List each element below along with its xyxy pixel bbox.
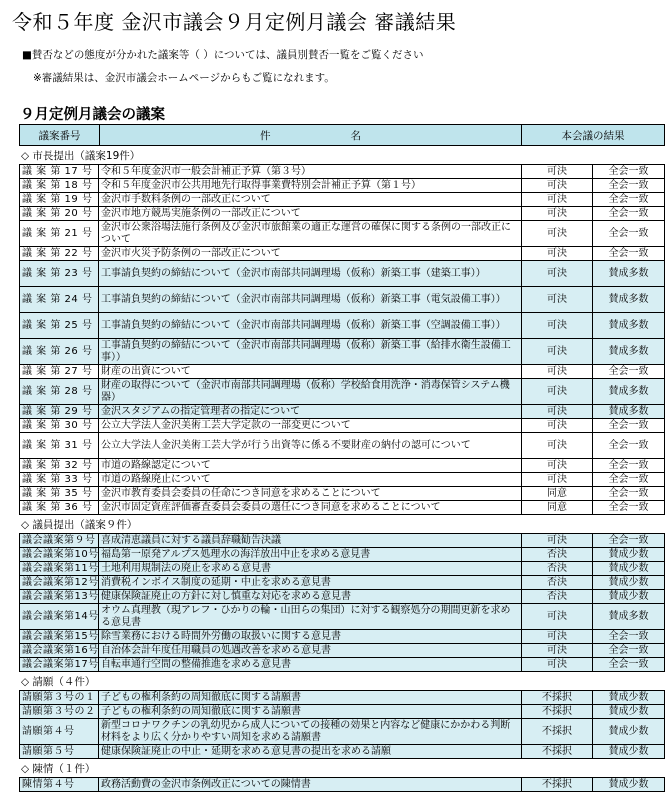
table-row [20,419,664,433]
table-heading: ９月定例月議会の議案 [20,107,165,123]
bill-result: 可決 [522,365,593,378]
bill-vote: 全会一致 [608,179,649,191]
bill-name: 工事請負契約の締結について（金沢市南部共同調理場（仮称）新築工事（建築工事）） [99,261,522,286]
bill-number: 議 案 第 31 号 [20,433,99,458]
bill-vote: 賛成多数 [608,405,649,417]
section-rows [19,777,665,792]
bill-vote: 全会一致 [608,207,649,219]
section-rows [19,533,665,672]
bill-vote: 賛成少数 [608,691,649,703]
bill-vote: 賛成多数 [608,319,649,331]
bill-name: 福島第一原発アルプス処理水の海洋放出中止を求める意見書 [99,548,522,561]
bill-name: 消費税インボイス制度の延期・中止を求める意見書 [99,576,522,589]
bill-result: 否決 [522,590,593,603]
bill-result: 可決 [522,247,593,260]
bill-vote: 賛成多数 [608,293,649,305]
bill-result: 可決 [522,405,593,418]
table-row [20,691,664,705]
bill-vote: 全会一致 [608,247,649,259]
bill-number: 議 案 第 20 号 [20,207,99,220]
bill-vote: 全会一致 [608,165,649,177]
bill-vote: 賛成少数 [608,725,649,737]
bill-vote: 全会一致 [608,439,649,451]
bill-vote: 賛成少数 [608,562,649,574]
note-2: ※審議結果は、金沢市議会ホームページからもご覧になれます。 [33,72,335,84]
table-row [20,207,664,221]
section-title: ◇ 請願（４件） [21,675,96,688]
bill-name: 財産の取得について（金沢市南部共同調理場（仮称）学校給食用洗浄・消毒保管システム機器） [99,379,522,404]
bill-number: 請願第３号の２ [20,705,99,718]
header-name-1: 件 [260,129,271,142]
bill-vote: 全会一致 [608,473,649,485]
bill-result: 否決 [522,562,593,575]
bill-number: 議 案 第 27 号 [20,365,99,378]
bill-result: 否決 [522,576,593,589]
bill-result: 可決 [522,644,593,657]
section-title: ◇ 議員提出（議案９件） [21,518,138,531]
sections [19,146,665,792]
bill-number: 請願第４号 [20,719,99,744]
table-row [20,379,664,405]
bill-vote: 賛成少数 [608,745,649,757]
table-row [20,604,664,630]
bill-result: 可決 [522,339,593,364]
bill-vote: 賛成少数 [608,576,649,588]
bill-result: 可決 [522,165,593,178]
table-row [20,339,664,365]
bill-number: 議会議案第17号 [22,658,99,670]
table-row [20,261,664,287]
table-row [20,576,664,590]
table-row [20,433,664,459]
bill-result: 不採択 [522,691,593,704]
bill-number: 議会議案第16号 [22,644,99,656]
bill-result: 可決 [522,313,593,338]
table-row [20,405,664,419]
bill-number: 議 案 第 22 号 [20,247,99,260]
bill-number: 議会議案第15号 [22,630,99,642]
bills-table [19,124,665,792]
bill-result: 可決 [522,261,593,286]
bill-name: 金沢市火災予防条例の一部改正について [99,247,522,260]
bill-name: 金沢市固定資産評価審査委員会委員の選任につき同意を求めることについて [99,501,522,514]
section-title: ◇ 市長提出（議案19件） [21,149,141,162]
bill-result: 同意 [522,487,593,500]
bill-number: 請願第３号の１ [20,691,99,704]
bill-vote: 賛成多数 [608,345,649,357]
bill-number: 議 案 第 24 号 [20,287,99,312]
table-row [20,705,664,719]
page-title: 令和５年度 金沢市議会９月定例月議会 審議結果 [12,10,457,34]
bill-number: 議 案 第 29 号 [20,405,99,418]
bill-result: 可決 [522,419,593,432]
bill-vote: 全会一致 [608,630,649,642]
table-row [20,745,664,759]
bill-name: 健康保険証廃止の方針に対し慎重な対応を求める意見書 [99,590,522,603]
table-row [20,644,664,658]
bill-result: 可決 [522,207,593,220]
bill-number: 議 案 第 18 号 [20,179,99,192]
bill-result: 不採択 [522,719,593,744]
table-row [20,459,664,473]
bill-name: 除雪業務における時間外労働の取扱いに関する意見書 [99,630,522,643]
bill-name: 政務活動費の金沢市条例改正についての陳情書 [99,778,522,791]
bill-name: 工事請負契約の締結について（金沢市南部共同調理場（仮称）新築工事（給排水衛生設備工事）） [99,339,522,364]
bill-number: 議 案 第 28 号 [20,379,99,404]
section-rows [19,690,665,759]
bill-vote: 全会一致 [608,365,649,377]
bill-result: 不採択 [522,705,593,718]
bill-result: 可決 [522,658,593,671]
bill-result: 可決 [522,630,593,643]
bill-result: 可決 [522,459,593,472]
bill-name: 金沢市手数料条例の一部改正について [99,193,522,206]
bill-name: 金沢市地方競馬実施条例の一部改正について [99,207,522,220]
table-header [19,124,665,146]
table-row [20,778,664,792]
bill-result: 可決 [522,473,593,486]
bill-name: 公立大学法人金沢美術工芸大学定款の一部変更について [99,419,522,432]
note-1: ■賛否などの態度が分かれた議案等（ ）については、議員別賛否一覧をご覧ください [22,49,424,61]
table-row [20,562,664,576]
table-row [20,548,664,562]
table-row [20,534,664,548]
bill-number: 議 案 第 21 号 [20,221,99,246]
table-row [20,221,664,247]
table-row [20,287,664,313]
table-row [20,630,664,644]
bill-number: 議 案 第 23 号 [20,261,99,286]
bill-vote: 賛成多数 [608,267,649,279]
bill-result: 可決 [522,287,593,312]
bill-number: 議 案 第 35 号 [20,487,99,500]
bill-name: 子どもの権利条約の周知徹底に関する請願書 [99,691,522,704]
header-result: 本会議の結果 [561,129,625,142]
bill-number: 議会議案第10号 [22,548,99,560]
header-name-2: 名 [350,129,361,142]
table-row [20,658,664,672]
bill-name: 金沢市公衆浴場法施行条例及び金沢市旅館業の適正な運営の確保に関する条例の一部改正について [99,221,522,246]
bill-name: 工事請負契約の締結について（金沢市南部共同調理場（仮称）新築工事（電気設備工事）） [99,287,522,312]
bill-number: 議会議案第13号 [22,590,99,602]
bill-result: 可決 [522,379,593,404]
bill-vote: 全会一致 [608,487,649,499]
bill-vote: 全会一致 [608,193,649,205]
section-rows [19,164,665,515]
bill-result: 可決 [522,193,593,206]
bill-name: 子どもの権利条約の周知徹底に関する請願書 [99,705,522,718]
bill-vote: 全会一致 [608,459,649,471]
bill-vote: 賛成少数 [608,705,649,717]
bill-number: 議会議案第14号 [20,604,99,629]
bill-vote: 全会一致 [608,501,649,513]
bill-name: 土地利用規制法の廃止を求める意見書 [99,562,522,575]
bill-number: 請願第５号 [20,745,99,758]
bill-number: 議 案 第 32 号 [20,459,99,472]
bill-vote: 全会一致 [608,419,649,431]
bill-name: 令和５年度金沢市一般会計補正予算（第３号） [99,165,522,178]
bill-number: 議 案 第 19 号 [20,193,99,206]
bill-name: 新型コロナワクチンの乳幼児から成人についての接種の効果と内容など健康にかかわる判断材料をより広く分かりやすい周知を求める請願書 [99,719,522,744]
bill-vote: 賛成少数 [608,778,649,790]
bill-result: 否決 [522,548,593,561]
table-row [20,247,664,261]
table-row [20,719,664,745]
bill-result: 可決 [522,534,593,547]
bill-number: 議 案 第 17 号 [20,165,99,178]
bill-vote: 全会一致 [608,227,649,239]
section-title: ◇ 陳情（１件） [21,762,96,775]
bill-name: 財産の出資について [99,365,522,378]
bill-vote: 全会一致 [608,534,649,546]
bill-vote: 賛成少数 [608,590,649,602]
bill-number: 議会議案第12号 [22,576,99,588]
bill-name: 工事請負契約の締結について（金沢市南部共同調理場（仮称）新築工事（空調設備工事）） [99,313,522,338]
bill-number: 議 案 第 36 号 [20,501,99,514]
bill-number: 議会議案第９号 [20,534,99,547]
bill-name: 自転車通行空間の整備推進を求める意見書 [99,658,522,671]
table-row [20,473,664,487]
bill-number: 議 案 第 30 号 [20,419,99,432]
bill-vote: 全会一致 [608,658,649,670]
table-row [20,487,664,501]
bill-vote: 賛成少数 [608,548,649,560]
bill-result: 不採択 [522,778,593,791]
bill-result: 可決 [522,221,593,246]
bill-vote: 賛成多数 [608,610,649,622]
table-row [20,179,664,193]
table-row [20,365,664,379]
bill-name: 金沢市教育委員会委員の任命につき同意を求めることについて [99,487,522,500]
bill-result: 可決 [522,179,593,192]
header-name [100,125,522,145]
bill-vote: 全会一致 [608,644,649,656]
bill-name: 金沢スタジアムの指定管理者の指定について [99,405,522,418]
bill-number: 議 案 第 33 号 [20,473,99,486]
bill-result: 可決 [522,604,593,629]
table-row [20,313,664,339]
table-row [20,165,664,179]
bill-vote: 賛成多数 [608,385,649,397]
table-row [20,501,664,515]
bill-result: 可決 [522,433,593,458]
bill-number: 陳情第４号 [20,778,99,791]
bill-number: 議 案 第 26 号 [20,339,99,364]
bill-name: 健康保険証廃止の中止・延期を求める意見書の提出を求める請願 [99,745,522,758]
bill-name: 公立大学法人金沢美術工芸大学が行う出資等に係る不要財産の納付の認可について [99,433,522,458]
bill-result: 同意 [522,501,593,514]
bill-name: オウム真理教（現アレフ・ひかりの輪・山田らの集団）に対する観察処分の期間更新を求める意見書 [99,604,522,629]
bill-name: 市道の路線廃止について [99,473,522,486]
bill-result: 不採択 [522,745,593,758]
header-number: 議案番号 [20,125,100,145]
bill-name: 令和５年度金沢市公共用地先行取得事業費特別会計補正予算（第１号） [99,179,522,192]
bill-name: 自治体会計年度任用職員の処遇改善を求める意見書 [99,644,522,657]
table-row [20,193,664,207]
bill-number: 議 案 第 25 号 [20,313,99,338]
bill-number: 議会議案第11号 [22,562,99,574]
bill-name: 喜成清恵議員に対する議員辞職勧告決議 [99,534,522,547]
table-row [20,590,664,604]
bill-name: 市道の路線認定について [99,459,522,472]
